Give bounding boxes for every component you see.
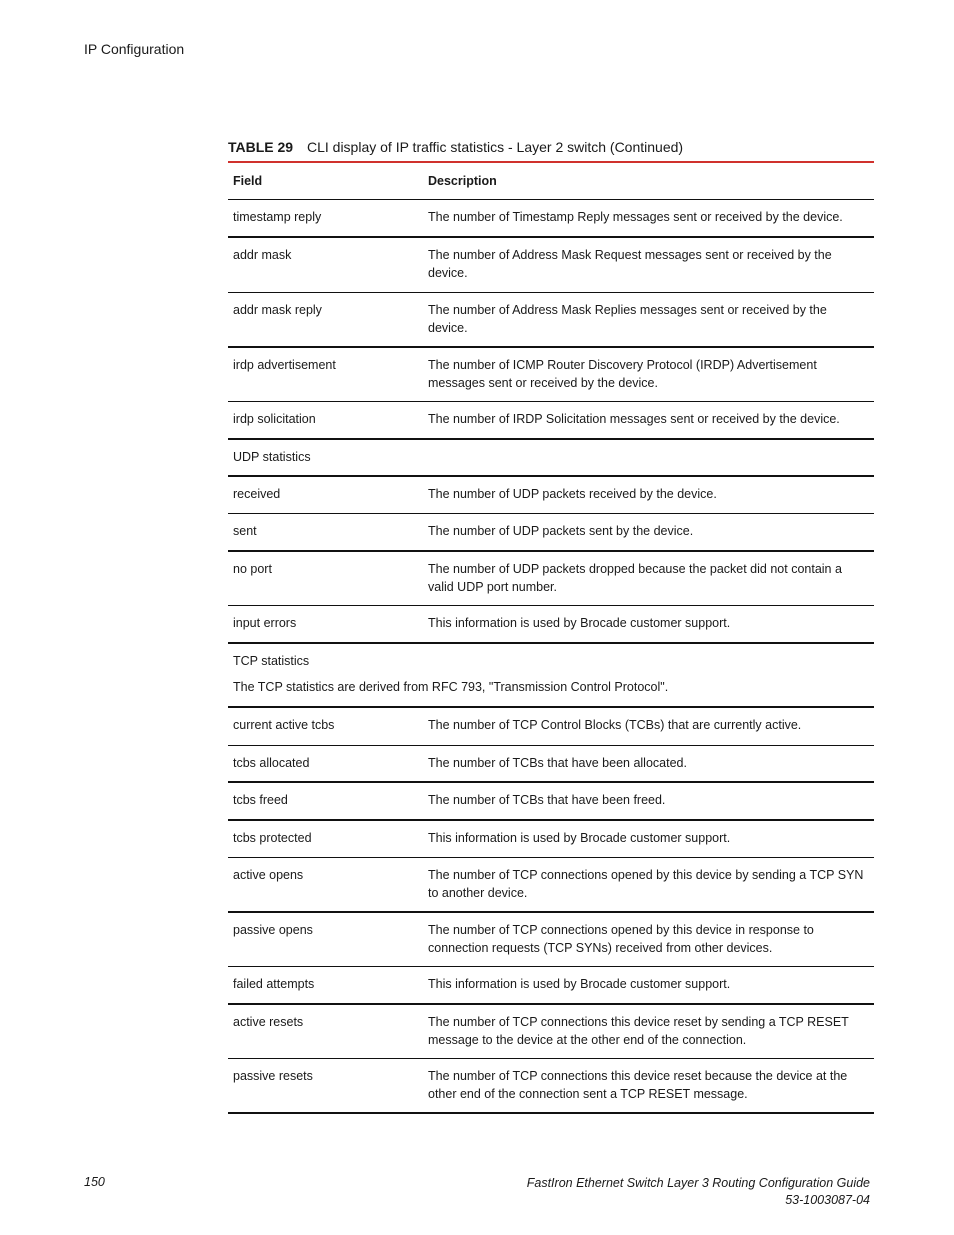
field-cell: passive opens <box>233 923 313 937</box>
table-row <box>228 348 874 402</box>
description-cell: The number of TCP connections opened by this device in response to connection requests (TCP SYNs) received from other devices. <box>428 923 814 955</box>
section-note: The TCP statistics are derived from RFC 793, "Transmission Control Protocol". <box>233 680 669 694</box>
description-cell: The number of UDP packets received by the device. <box>428 487 717 501</box>
section-heading: TCP statistics <box>233 654 310 668</box>
table-row <box>228 402 874 440</box>
description-cell: The number of TCP Control Blocks (TCBs) that are currently active. <box>428 718 802 732</box>
description-cell: The number of Timestamp Reply messages sent or received by the device. <box>428 210 843 224</box>
table-row <box>228 913 874 967</box>
document-footer <box>527 1175 870 1209</box>
table-row <box>228 708 874 746</box>
running-header: IP Configuration <box>84 41 185 57</box>
description-cell: The number of TCP connections opened by this device by sending a TCP SYN to another device. <box>428 868 864 900</box>
column-header-field: Field <box>233 174 263 188</box>
description-cell: The number of TCP connections this device reset by sending a TCP RESET message to the device at the other end of the connection. <box>428 1015 849 1047</box>
table-row <box>228 200 874 238</box>
table-row <box>228 1005 874 1059</box>
table-row <box>228 821 874 858</box>
description-cell: The number of IRDP Solicitation messages sent or received by the device. <box>428 412 840 426</box>
field-cell: timestamp reply <box>233 210 322 224</box>
field-cell: failed attempts <box>233 977 315 991</box>
field-cell: received <box>233 487 281 501</box>
section-row-udp <box>228 440 874 477</box>
table-row <box>228 746 874 783</box>
table-row <box>228 477 874 514</box>
table-row <box>228 1059 874 1114</box>
table-row <box>228 858 874 913</box>
document-number: 53-1003087-04 <box>785 1193 870 1207</box>
field-cell: addr mask reply <box>233 303 322 317</box>
field-cell: tcbs protected <box>233 831 312 845</box>
field-cell: tcbs allocated <box>233 756 310 770</box>
description-cell: This information is used by Brocade customer support. <box>428 616 731 630</box>
field-cell: addr mask <box>233 248 292 262</box>
field-cell: no port <box>233 562 272 576</box>
table-row <box>228 552 874 606</box>
stats-table <box>228 163 874 1114</box>
description-cell: The number of TCBs that have been freed. <box>428 793 666 807</box>
table-row <box>228 967 874 1005</box>
description-cell: The number of TCP connections this device reset because the device at the other end of the connection sent a TCP RESET message. <box>428 1069 848 1101</box>
description-cell: The number of Address Mask Request messages sent or received by the device. <box>428 248 832 280</box>
field-cell: irdp solicitation <box>233 412 316 426</box>
column-header-description: Description <box>428 174 497 188</box>
field-cell: passive resets <box>233 1069 313 1083</box>
table-row <box>228 606 874 644</box>
description-cell: This information is used by Brocade customer support. <box>428 831 731 845</box>
table-row <box>228 783 874 821</box>
table-header-row <box>228 163 874 200</box>
field-cell: current active tcbs <box>233 718 335 732</box>
field-cell: input errors <box>233 616 297 630</box>
section-row-tcp <box>228 644 874 708</box>
table-label: TABLE 29 <box>228 139 294 155</box>
table-title: CLI display of IP traffic statistics - Layer 2 switch (Continued) <box>306 139 684 155</box>
table-row <box>228 238 874 293</box>
field-cell: active opens <box>233 868 304 882</box>
document-title: FastIron Ethernet Switch Layer 3 Routing Configuration Guide <box>526 1176 870 1190</box>
field-cell: active resets <box>233 1015 304 1029</box>
section-heading: UDP statistics <box>233 450 311 464</box>
table-row <box>228 293 874 348</box>
description-cell: This information is used by Brocade customer support. <box>428 977 731 991</box>
description-cell: The number of UDP packets dropped because the packet did not contain a valid UDP port number. <box>428 562 842 594</box>
description-cell: The number of ICMP Router Discovery Protocol (IRDP) Advertisement messages sent or received by the device. <box>428 358 817 390</box>
field-cell: irdp advertisement <box>233 358 336 372</box>
description-cell: The number of Address Mask Replies messages sent or received by the device. <box>428 303 827 335</box>
table-caption <box>228 139 874 155</box>
table-row <box>228 514 874 552</box>
description-cell: The number of UDP packets sent by the device. <box>428 524 694 538</box>
page-number: 150 <box>84 1175 105 1189</box>
field-cell: tcbs freed <box>233 793 288 807</box>
description-cell: The number of TCBs that have been allocated. <box>428 756 687 770</box>
field-cell: sent <box>233 524 257 538</box>
